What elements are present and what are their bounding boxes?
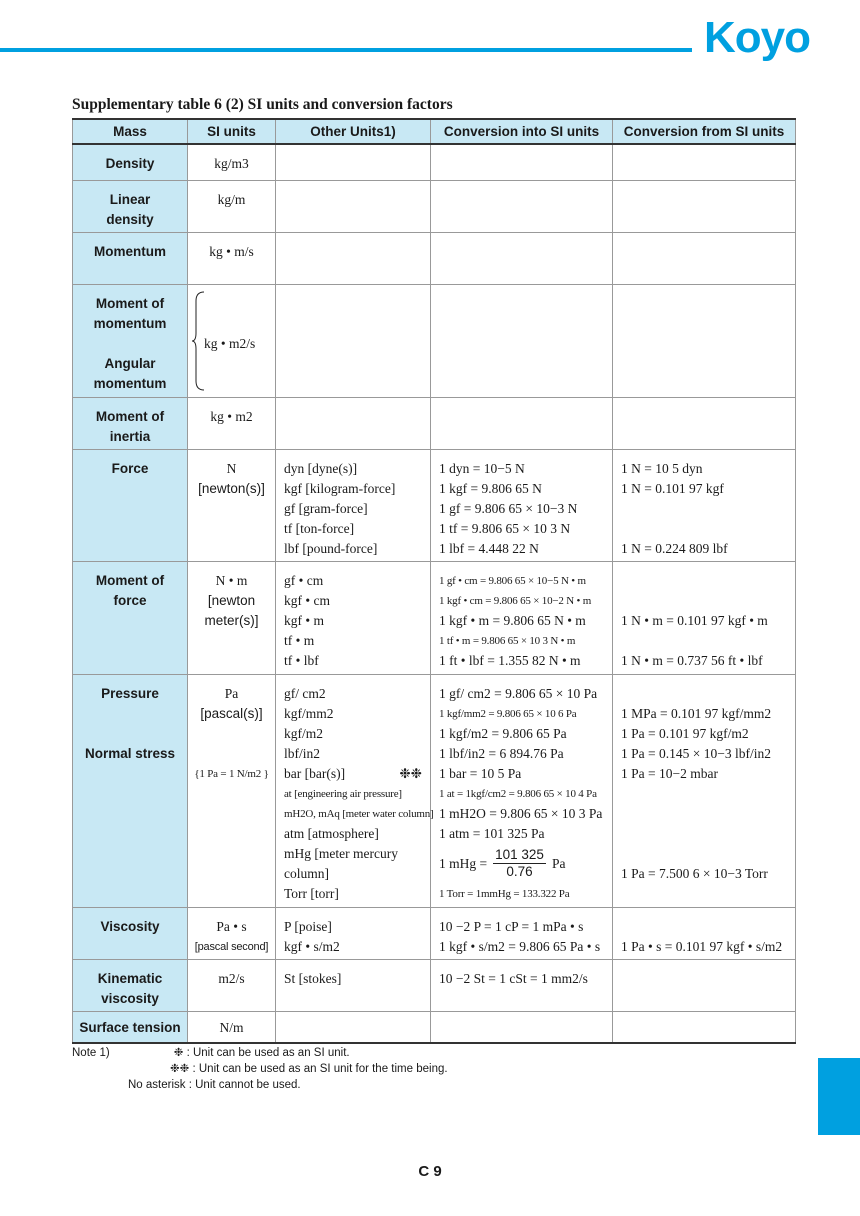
note-line: No asterisk : Unit cannot be used.	[128, 1079, 301, 1091]
other-units-cell: gf • cm kgf • cm kgf • m tf • m tf • lbf	[276, 561, 431, 674]
si-unit-cell: N • m [newton meter(s)]	[188, 561, 276, 674]
quantity-cell: Pressure Normal stress	[73, 674, 188, 907]
table-title: Supplementary table 6 (2) SI units and conversion factors	[72, 96, 453, 113]
header-mass: Mass	[73, 119, 188, 144]
conversion-into-cell: 1 gf/ cm2 = 9.806 65 × 10 Pa 1 kgf/mm2 = 9.806 65 × 10 6 Pa 1 kgf/m2 = 9.806 65 Pa 1 lbf/in2 = 6 894.76 Pa 1 bar = 10 5 Pa 1 at = 1kgf/cm2 = 9.806 65 × 10 4 Pa 1 mH2O = 9.806 65 × 10 3 Pa 1 atm = 101 325 Pa 1 mHg = $\frac{101 325}{0.76}$ Pa 1 Torr = 1mmHg = 133.322 Pa	[431, 674, 613, 907]
conversion-from-cell	[613, 397, 796, 449]
table-row	[73, 907, 796, 959]
si-unit-cell: kg • m2	[188, 397, 276, 449]
note-line: ❉❉ : Unit can be used as an SI unit for the time being.	[170, 1063, 448, 1075]
page-number: C 9	[418, 1163, 442, 1180]
table-row	[73, 284, 796, 397]
conversion-into-cell	[431, 284, 613, 397]
other-units-cell	[276, 1011, 431, 1043]
table-row	[73, 397, 796, 449]
conversion-from-cell	[613, 284, 796, 397]
conversion-into-cell	[431, 232, 613, 284]
quantity-cell: Surface tension	[73, 1011, 188, 1043]
other-units-cell	[276, 180, 431, 232]
si-conversion-table	[72, 118, 796, 1044]
quantity-cell: Moment of inertia	[73, 397, 188, 449]
other-units-cell: gf/ cm2 kgf/mm2 kgf/m2 lbf/in2 bar [bar(s)] ❉❉ at [engineering air pressure] mH2O, mAq [meter water column] atm [atmosphere] mHg [meter mercury column] Torr [torr]	[276, 674, 431, 907]
conversion-into-cell: 10 −2 P = 1 cP = 1 mPa • s 1 kgf • s/m2 = 9.806 65 Pa • s	[431, 907, 613, 959]
conversion-into-cell	[431, 144, 613, 180]
other-units-cell	[276, 397, 431, 449]
table-row	[73, 1011, 796, 1043]
curly-brace-icon	[192, 291, 206, 391]
conversion-from-cell	[613, 1011, 796, 1043]
conversion-into-cell	[431, 397, 613, 449]
si-unit-cell: kg/m3	[188, 144, 276, 180]
other-units-cell: St [stokes]	[276, 959, 431, 1011]
footnotes	[72, 1045, 448, 1093]
quantity-cell: Kinematic viscosity	[73, 959, 188, 1011]
si-unit-cell: kg • m2/s	[188, 284, 276, 397]
table-header-row	[73, 119, 796, 144]
table-row	[73, 144, 796, 180]
koyo-logo: Koyo	[704, 13, 810, 62]
table-row	[73, 232, 796, 284]
quantity-cell: Force	[73, 449, 188, 561]
table-row	[73, 674, 796, 907]
quantity-cell: Linear density	[73, 180, 188, 232]
table-row	[73, 959, 796, 1011]
conversion-from-cell	[613, 144, 796, 180]
conversion-from-cell: 1 N • m = 0.101 97 kgf • m 1 N • m = 0.737 56 ft • lbf	[613, 561, 796, 674]
si-unit-cell: N/m	[188, 1011, 276, 1043]
quantity-cell: Viscosity	[73, 907, 188, 959]
conversion-from-cell: 1 MPa = 0.101 97 kgf/mm2 1 Pa = 0.101 97 kgf/m2 1 Pa = 0.145 × 10−3 lbf/in2 1 Pa = 10−2 mbar 1 Pa = 7.500 6 × 10−3 Torr	[613, 674, 796, 907]
conversion-from-cell	[613, 959, 796, 1011]
other-units-cell	[276, 144, 431, 180]
mhg-fraction: 1 mHg = $\frac{101 325}{0.76}$ Pa	[439, 847, 566, 879]
si-unit-cell: Pa [pascal(s)] {1 Pa = 1 N/m2 }	[188, 674, 276, 907]
header-conversion-into-si: Conversion into SI units	[431, 119, 613, 144]
other-units-cell: P [poise] kgf • s/m2	[276, 907, 431, 959]
conversion-into-cell: 10 −2 St = 1 cSt = 1 mm2/s	[431, 959, 613, 1011]
conversion-into-cell	[431, 180, 613, 232]
conversion-into-cell: 1 gf • cm = 9.806 65 × 10−5 N • m 1 kgf • cm = 9.806 65 × 10−2 N • m 1 kgf • m = 9.806 65 N • m 1 tf • m = 9.806 65 × 10 3 N • m 1 ft • lbf = 1.355 82 N • m	[431, 561, 613, 674]
header-si-units: SI units	[188, 119, 276, 144]
conversion-from-cell	[613, 232, 796, 284]
quantity-cell: Momentum	[73, 232, 188, 284]
si-unit-cell: kg/m	[188, 180, 276, 232]
other-units-cell: dyn [dyne(s)] kgf [kilogram-force] gf [gram-force] tf [ton-force] lbf [pound-force]	[276, 449, 431, 561]
conversion-from-cell	[613, 180, 796, 232]
header-conversion-from-si: Conversion from SI units	[613, 119, 796, 144]
other-units-cell	[276, 232, 431, 284]
section-tab	[818, 1058, 860, 1135]
si-unit-cell: m2/s	[188, 959, 276, 1011]
quantity-cell: Density	[73, 144, 188, 180]
header-rule	[0, 48, 692, 52]
header-other-units: Other Units1)	[276, 119, 431, 144]
other-units-cell	[276, 284, 431, 397]
quantity-cell: Moment of momentum Angular momentum	[73, 284, 188, 397]
table-row	[73, 180, 796, 232]
conversion-from-cell: 1 Pa • s = 0.101 97 kgf • s/m2	[613, 907, 796, 959]
si-unit-cell: Pa • s [pascal second]	[188, 907, 276, 959]
conversion-into-cell	[431, 1011, 613, 1043]
note-line: Note 1) ❉ : Unit can be used as an SI unit.	[72, 1047, 350, 1059]
table-row	[73, 561, 796, 674]
asterisk-mark: ❉❉	[399, 765, 422, 781]
quantity-cell: Moment of force	[73, 561, 188, 674]
si-unit-cell: kg • m/s	[188, 232, 276, 284]
conversion-into-cell: 1 dyn = 10−5 N 1 kgf = 9.806 65 N 1 gf = 9.806 65 × 10−3 N 1 tf = 9.806 65 × 10 3 N 1 lbf = 4.448 22 N	[431, 449, 613, 561]
table-row	[73, 449, 796, 561]
si-unit-cell: N [newton(s)]	[188, 449, 276, 561]
conversion-from-cell: 1 N = 10 5 dyn 1 N = 0.101 97 kgf 1 N = 0.224 809 lbf	[613, 449, 796, 561]
